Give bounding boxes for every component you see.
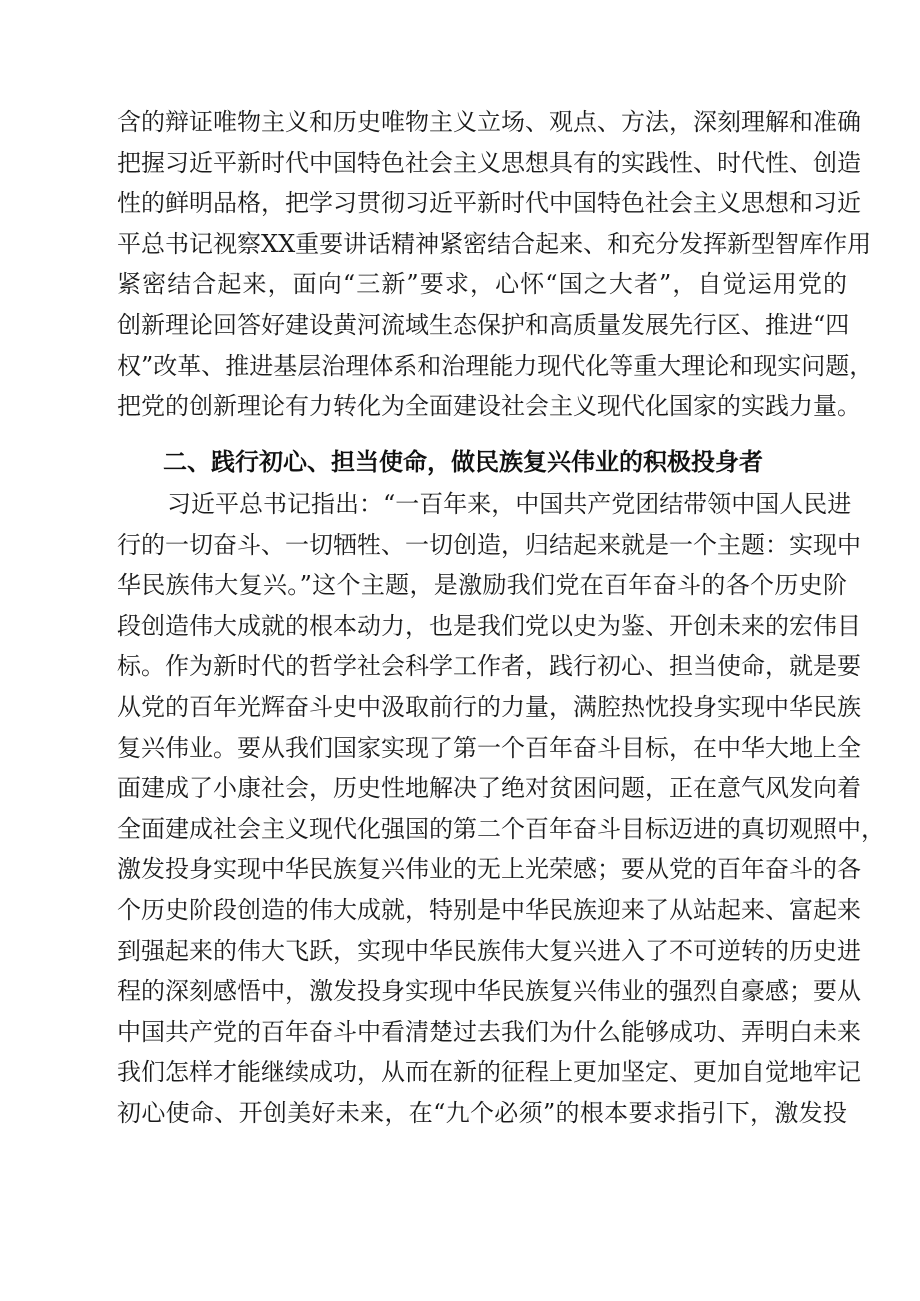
paragraph-2-line: 习近平总书记指出：“一百年来，中国共产党团结带领中国人民进 xyxy=(167,490,852,518)
paragraph-2-line: 到强起来的伟大飞跃，实现中华民族伟大复兴进入了不可逆转的历史进 xyxy=(117,936,861,965)
paragraph-1-line: 权”改革、推进基层治理体系和治理能力现代化等重大理论和现实问题， xyxy=(117,351,874,380)
paragraph-1-line: 平总书记视察XX重要讲话精神紧密结合起来、和充分发挥新型智库作用 xyxy=(117,229,872,258)
paragraph-1-line: 紧密结合起来，面向“三新”要求，心怀“国之大者”，自觉运用党的 xyxy=(117,270,847,299)
paragraph-2-line: 标。作为新时代的哲学社会科学工作者，践行初心、担当使命，就是要 xyxy=(117,652,861,681)
paragraph-2-line: 段创造伟大成就的根本动力，也是我们党以史为鉴、开创未来的宏伟目 xyxy=(117,611,861,640)
paragraph-2-line: 面建成了小康社会，历史性地解决了绝对贫困问题，正在意气风发向着 xyxy=(117,774,861,803)
paragraph-2-line: 从党的百年光辉奋斗史中汲取前行的力量，满腔热忱投身实现中华民族 xyxy=(117,692,861,721)
paragraph-1-line: 性的鲜明品格，把学习贯彻习近平新时代中国特色社会主义思想和习近 xyxy=(117,189,861,218)
paragraph-2-line: 初心使命、开创美好未来，在“九个必须”的根本要求指引下，激发投 xyxy=(117,1098,847,1127)
paragraph-1 xyxy=(117,102,874,427)
paragraph-2-line: 我们怎样才能继续成功，从而在新的征程上更加坚定、更加自觉地牢记 xyxy=(117,1058,861,1087)
paragraph-1-line: 把党的创新理论有力转化为全面建设社会主义现代化国家的实践力量。 xyxy=(117,392,861,421)
paragraph-2-line: 个历史阶段创造的伟大成就，特别是中华民族迎来了从站起来、富起来 xyxy=(117,895,861,924)
paragraph-2-line: 程的深刻感悟中，激发投身实现中华民族复兴伟业的强烈自豪感；要从 xyxy=(117,977,861,1006)
paragraph-2 xyxy=(117,484,885,1134)
paragraph-2-line: 行的一切奋斗、一切牺牲、一切创造，归结起来就是一个主题：实现中 xyxy=(117,530,861,559)
paragraph-1-line: 创新理论回答好建设黄河流域生态保护和高质量发展先行区、推进“四 xyxy=(117,310,850,339)
paragraph-2-line: 全面建成社会主义现代化强国的第二个百年奋斗目标迈进的真切观照中， xyxy=(117,814,885,843)
paragraph-1-line: 含的辩证唯物主义和历史唯物主义立场、观点、方法，深刻理解和准确 xyxy=(117,108,861,136)
paragraph-2-line: 复兴伟业。要从我们国家实现了第一个百年奋斗目标，在中华大地上全 xyxy=(117,733,861,762)
section-heading: 二、践行初心、担当使命，做民族复兴伟业的积极投身者 xyxy=(163,448,763,476)
paragraph-2-line: 华民族伟大复兴。”这个主题，是激励我们党在百年奋斗的各个历史阶 xyxy=(117,571,847,600)
paragraph-2-line: 中国共产党的百年奋斗中看清楚过去我们为什么能够成功、弄明白未来 xyxy=(117,1017,861,1046)
paragraph-2-line: 激发投身实现中华民族复兴伟业的无上光荣感；要从党的百年奋斗的各 xyxy=(117,855,861,884)
paragraph-1-line: 把握习近平新时代中国特色社会主义思想具有的实践性、时代性、创造 xyxy=(117,148,861,177)
